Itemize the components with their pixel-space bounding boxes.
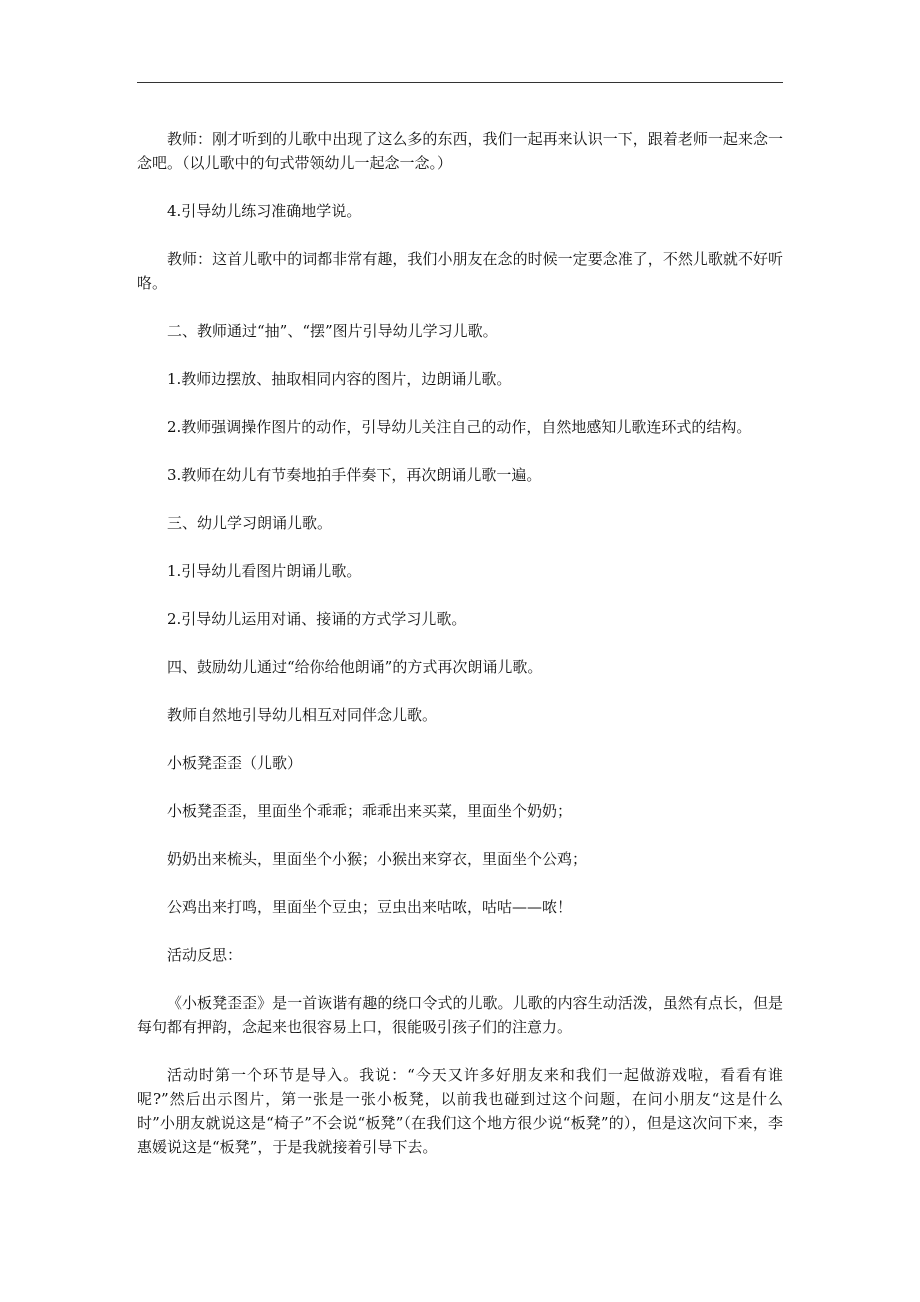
paragraph: 1.教师边摆放、抽取相同内容的图片，边朗诵儿歌。 [167, 370, 512, 388]
paragraph: 1.引导幼儿看图片朗诵儿歌。 [167, 562, 362, 580]
paragraph: 《小板凳歪歪》是一首诙谐有趣的绕口令式的儿歌。儿歌的内容生动活泼，虽然有点长，但是每句都有押韵，念起来也很容易上口，很能吸引孩子们的注意力。 [137, 994, 783, 1036]
paragraph: 教师：刚才听到的儿歌中出现了这么多的东西，我们一起再来认识一下，跟着老师一起来念一念吧。（以儿歌中的句式带领幼儿一起念一念。） [137, 130, 783, 172]
paragraph: 4.引导幼儿练习准确地学说。 [167, 202, 362, 220]
poem-line: 小板凳歪歪，里面坐个乖乖；乖乖出来买菜，里面坐个奶奶； [167, 802, 573, 820]
poem-line: 奶奶出来梳头，里面坐个小猴；小猴出来穿衣，里面坐个公鸡； [167, 850, 588, 868]
reflection-heading: 活动反思： [167, 946, 243, 964]
section-heading: 二、教师通过“抽”、“摆”图片引导幼儿学习儿歌。 [167, 322, 498, 340]
paragraph: 2.教师强调操作图片的动作，引导幼儿关注自己的动作，自然地感知儿歌连环式的结构。 [167, 418, 752, 436]
paragraph: 活动时第一个环节是导入。我说：“今天又许多好朋友来和我们一起做游戏啦，看看有谁呢?”然后出示图片，第一张是一张小板凳，以前我也碰到过这个问题，在问小朋友“这是什么时”小朋友就说这是“椅子”不会说“板凳”（在我们这个地方很少说“板凳”的），但是这次问下来，李惠媛说这是“板凳”，于是我就接着引导下去。 [137, 1066, 783, 1156]
section-heading: 三、幼儿学习朗诵儿歌。 [167, 514, 333, 532]
paragraph: 教师自然地引导幼儿相互对同伴念儿歌。 [167, 706, 438, 724]
paragraph: 2.引导幼儿运用对诵、接诵的方式学习儿歌。 [167, 610, 467, 628]
poem-line: 公鸡出来打鸣，里面坐个豆虫；豆虫出来咕哝，咕咕——哝！ [167, 898, 573, 916]
paragraph: 3.教师在幼儿有节奏地拍手伴奏下，再次朗诵儿歌一遍。 [167, 466, 542, 484]
section-heading: 四、鼓励幼儿通过“给你给他朗诵”的方式再次朗诵儿歌。 [167, 658, 543, 676]
poem-title: 小板凳歪歪（儿歌） [167, 754, 303, 772]
document-body [137, 127, 783, 1183]
header-rule [137, 82, 783, 83]
paragraph: 教师：这首儿歌中的词都非常有趣，我们小朋友在念的时候一定要念准了，不然儿歌就不好听咯。 [137, 250, 783, 292]
